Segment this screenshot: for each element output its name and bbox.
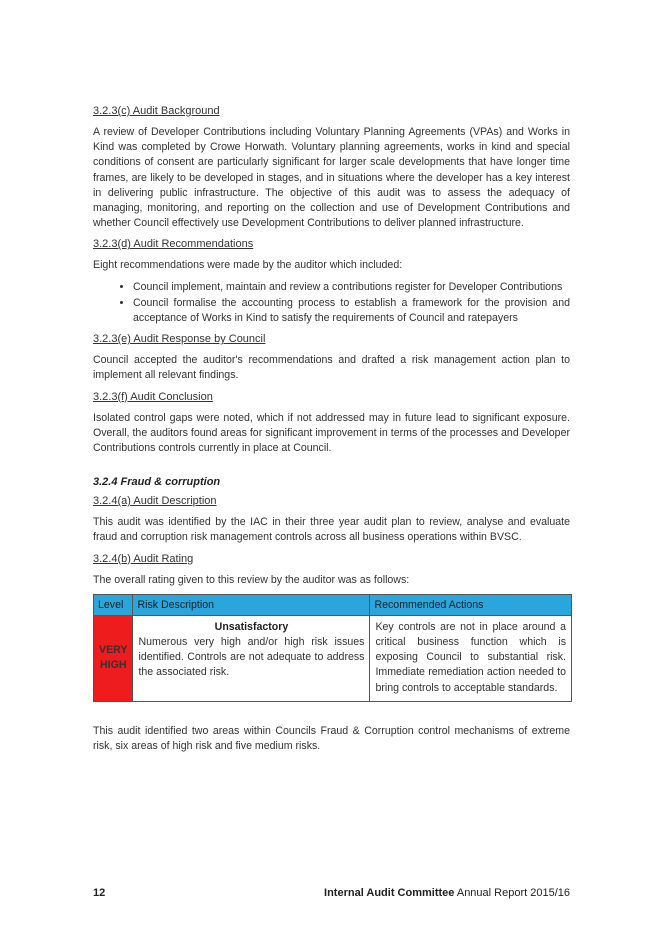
document-page [93,104,570,760]
audit-conclusion-text: Isolated control gaps were noted, which if not addressed may in future lead to significant exposure. Overall, the auditors found areas for significant improvement in terms of the processes and Developer Contributions controls currently in place at Council. [93,411,570,455]
column-header-recommended-actions: Recommended Actions [370,594,572,615]
risk-level-cell [94,615,133,701]
section-heading-audit-background: 3.2.3(c) Audit Background [93,105,220,117]
audit-rating-intro: The overall rating given to this review by the auditor was as follows: [93,573,410,586]
section-title-fraud-corruption: 3.2.4 Fraud & corruption [93,476,221,489]
risk-level-line2: HIGH [99,659,127,672]
section-heading-audit-recommendations: 3.2.3(d) Audit Recommendations [93,238,254,251]
footer-title-bold: Internal Audit Committee [324,887,455,899]
section-heading-audit-description: 3.2.4(a) Audit Description [93,495,217,508]
closing-text: This audit identified two areas within Councils Fraud & Corruption control mechanisms of extreme risk, six areas of high risk and five medium risks. [93,724,570,753]
footer-title-rest: Annual Report 2015/16 [454,887,570,899]
table-row [94,615,572,701]
recommendations-intro: Eight recommendations were made by the auditor which included: [93,259,403,272]
audit-background-text: A review of Developer Contributions including Voluntary Planning Agreements (VPAs) and Works in Kind was completed by Crowe Horwath. Voluntary planning agreements, works in kind and special conditions of consent are particularly significant for larger scale developments that have longer time frames, are likely to be developed in stages, and in situations where the developer has a key interest in delivering public infrastructure. The objective of this audit was to assess the adequacy of managing, monitoring, and reporting on the collection and use of Development Contributions and whether Council effectively use Development Contributions to deliver planned infrastructure. [93,126,570,230]
page-number: 12 [93,887,106,899]
recommendations-list [93,280,570,327]
section-heading-audit-rating: 3.2.4(b) Audit Rating [93,552,194,565]
list-item: • Council formalise the accounting process to establish a framework for the provision and acceptance of Works in Kind to satisfy the requirements of Council and ratepayers [133,296,570,326]
recommended-actions-cell: Key controls are not in place around a critical business function which is exposing Council to substantial risk. Immediate remediation action needed to bring controls to acceptable standards. [370,615,572,701]
section-heading-audit-conclusion: 3.2.3(f) Audit Conclusion [93,390,213,403]
risk-description-text: Numerous very high and/or high risk issues identified. Controls are not adequate to address the associated risk. [138,636,365,679]
risk-level-line1: VERY [99,644,128,657]
section-heading-audit-response: 3.2.3(e) Audit Response by Council [93,333,266,346]
audit-rating-table [93,594,572,702]
audit-response-text: Council accepted the auditor's recommendations and drafted a risk management action plan to implement all relevant findings. [93,354,570,382]
risk-description-cell [133,615,370,701]
audit-description-text: This audit was identified by the IAC in their three year audit plan to review, analyse and evaluate fraud and corruption risk management controls across all business operations within BVSC. [93,516,570,544]
list-item: • Council implement, maintain and review a contributions register for Developer Contributions [133,280,570,295]
risk-rating-title: Unsatisfactory [214,620,289,633]
table-header-row [94,594,572,615]
column-header-risk-description: Risk Description [133,594,370,615]
footer-title [324,887,570,899]
column-header-level: Level [94,594,133,615]
